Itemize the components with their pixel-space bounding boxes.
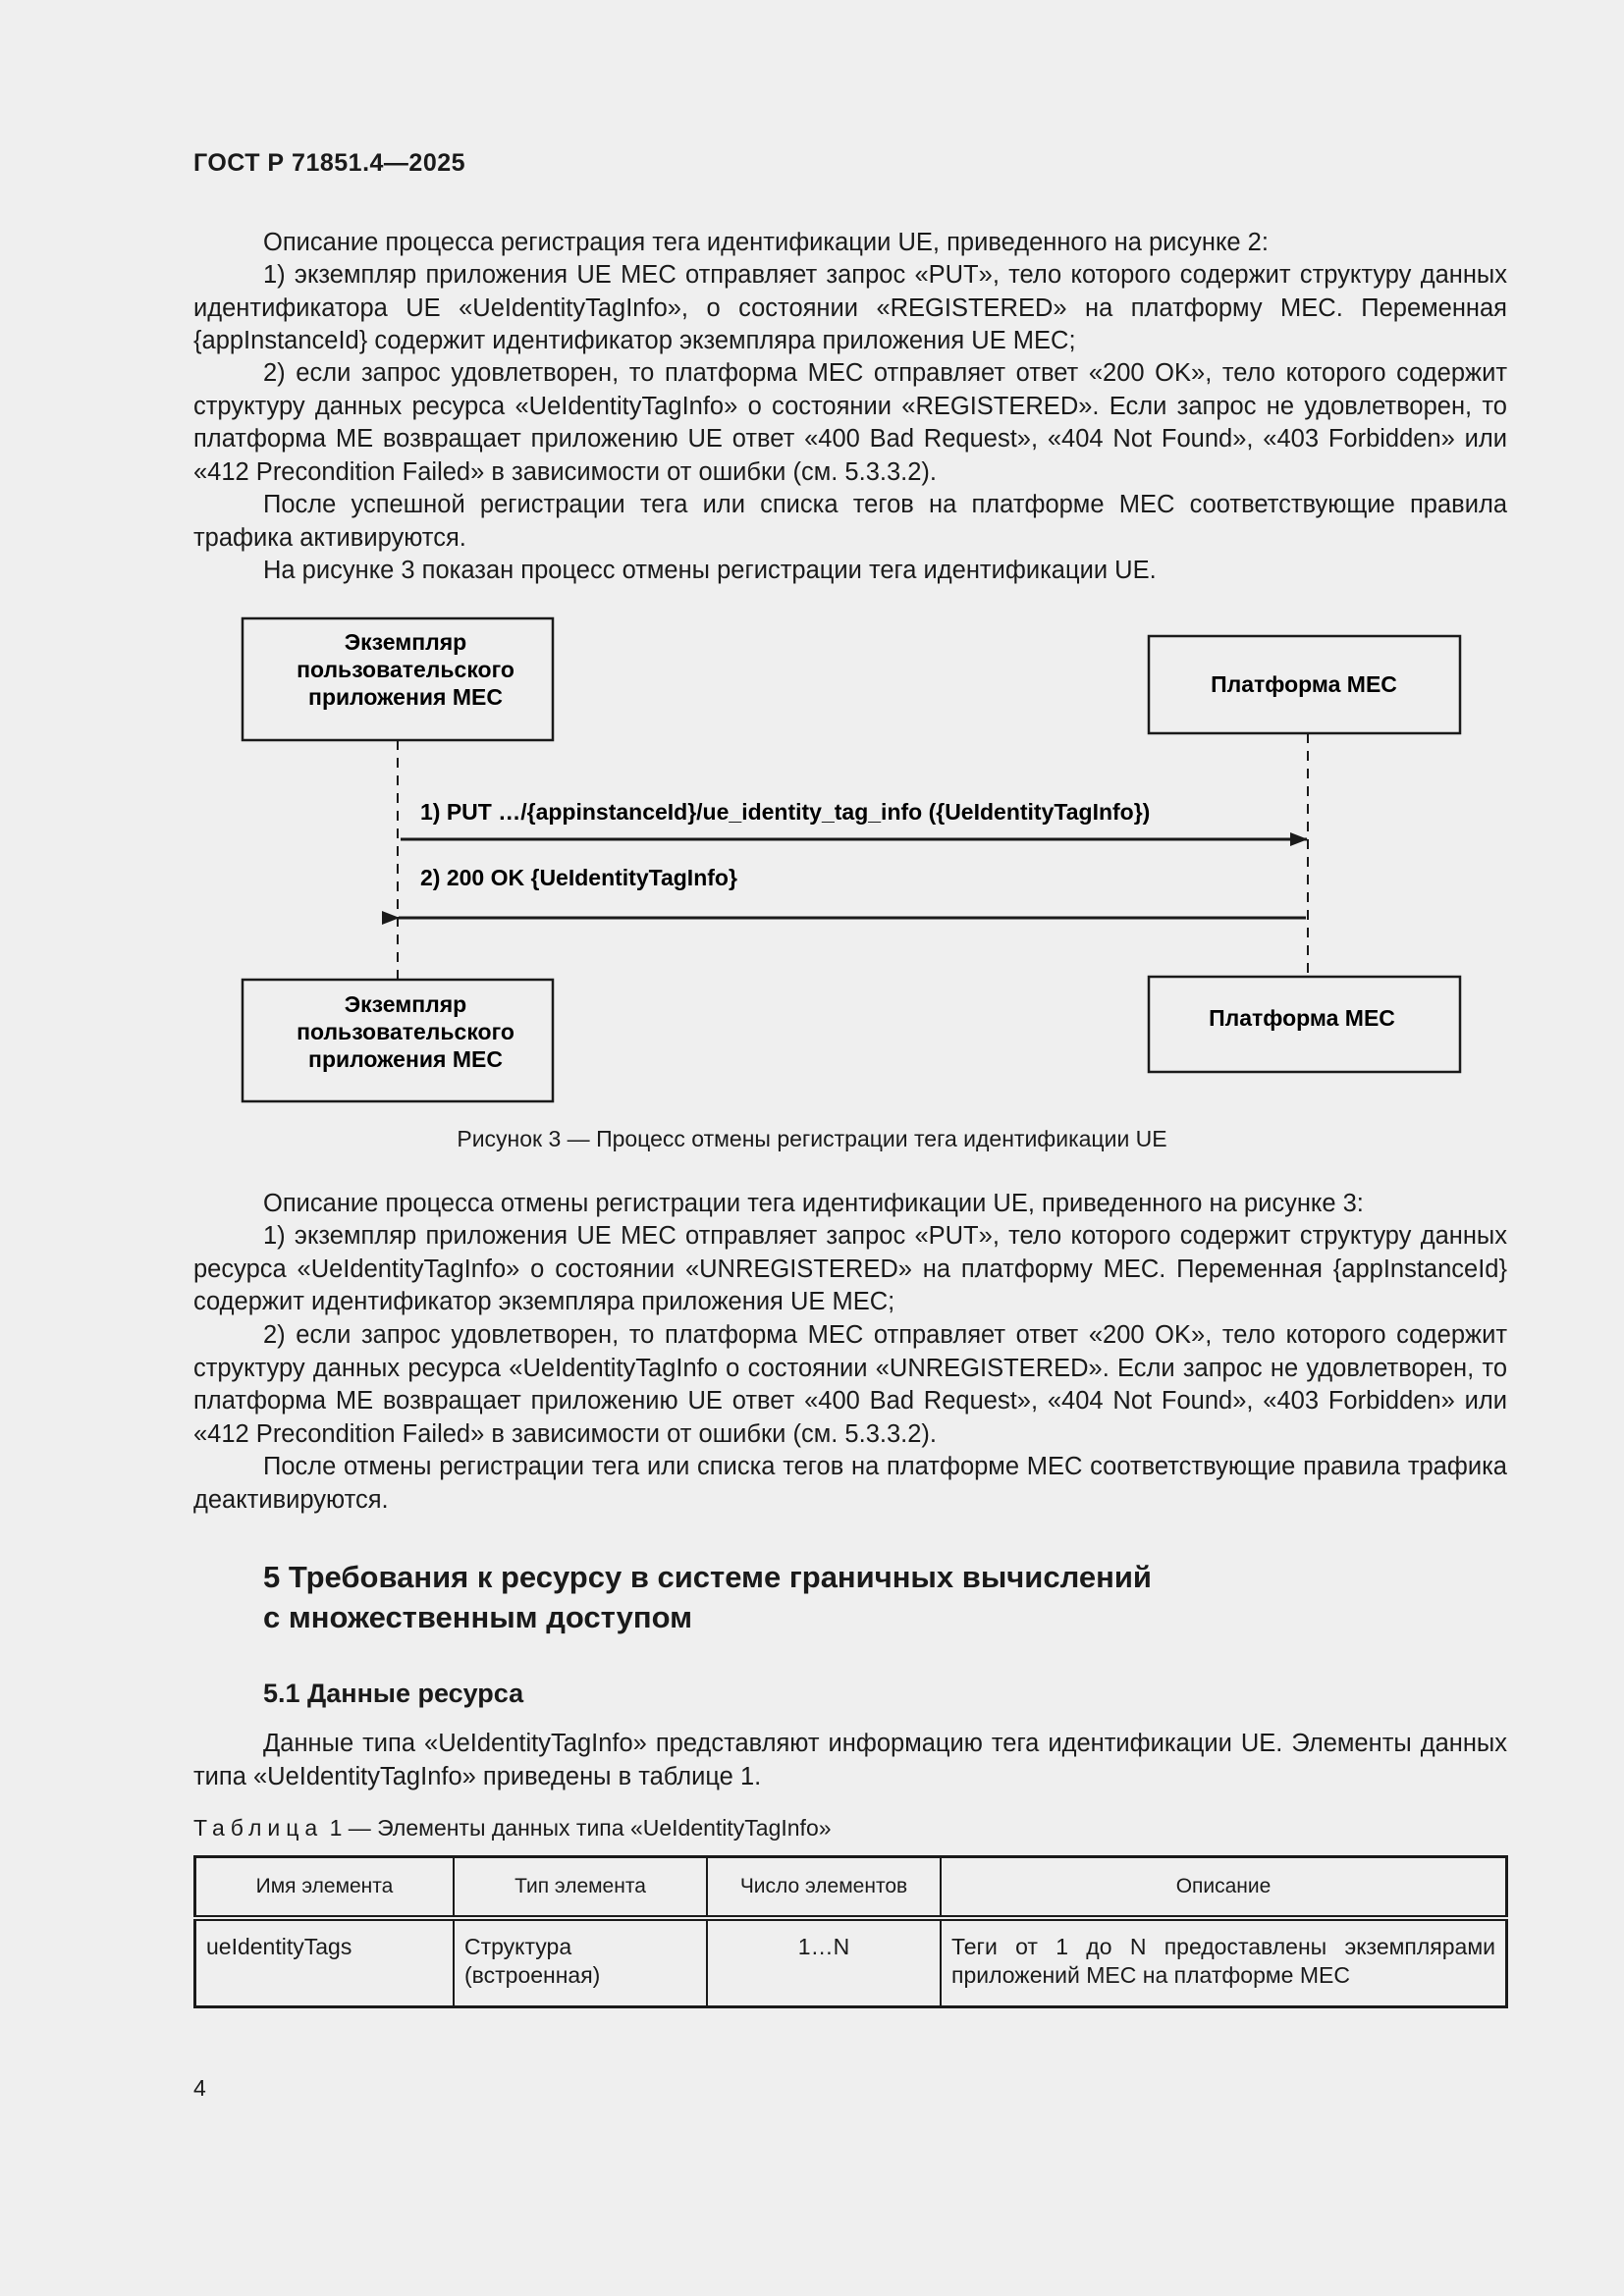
table-cell: ueIdentityTags bbox=[195, 1918, 455, 2007]
section-heading bbox=[263, 1557, 1343, 1637]
table-caption-label: Таблица bbox=[193, 1815, 324, 1841]
paragraph: Данные типа «UeIdentityTagInfo» представляют информацию тега идентификации UE. Элементы данных типа «UeIdentityTagInfo» приведены в таблице 1. bbox=[193, 1730, 1507, 1790]
table-header-row bbox=[195, 1857, 1507, 1919]
paragraph: Описание процесса отмены регистрации тега идентификации UE, приведенного на рисунке 3: bbox=[263, 1190, 1364, 1217]
column-header: Описание bbox=[941, 1857, 1507, 1919]
table-cell: Структура (встроенная) bbox=[454, 1918, 707, 2007]
paragraph: 2) если запрос удовлетворен, то платформа MEC отправляет ответ «200 OK», тело которого содержит структуру данных ресурса «UeIdentityTagInfo о состоянии «UNREGISTERED». Если запрос не удовлетворен, то платформа ME возвращает приложению UE ответ «400 Bad Request», «404 Not Found», «403 Forbidden» или «412 Precondition Failed» в зависимости от ошибки (см. 5.3.3.2). bbox=[193, 1321, 1507, 1448]
app-box-line: пользовательского bbox=[297, 1019, 514, 1044]
app-instance-box-top bbox=[243, 618, 553, 740]
subsection-heading: 5.1 Данные ресурса bbox=[263, 1679, 524, 1708]
paragraph: После отмены регистрации тега или списка тегов на платформе MEC соответствующие правила трафика деактивируются. bbox=[193, 1453, 1507, 1514]
paragraph: После успешной регистрации тега или списка тегов на платформе MEC соответствующие правила трафика активируются. bbox=[193, 491, 1507, 552]
app-box-line: приложения MEC bbox=[308, 1046, 503, 1072]
table-caption bbox=[193, 1815, 832, 1842]
column-header: Число элементов bbox=[707, 1857, 941, 1919]
app-box-line: пользовательского bbox=[297, 657, 514, 682]
paragraph: На рисунке 3 показан процесс отмены регистрации тега идентификации UE. bbox=[263, 557, 1157, 584]
app-box-line: Экземпляр bbox=[344, 991, 467, 1017]
column-header: Тип элемента bbox=[454, 1857, 707, 1919]
app-instance-box-bottom bbox=[243, 980, 553, 1101]
platform-box-label: Платформа MEC bbox=[1211, 671, 1397, 697]
column-header: Имя элемента bbox=[195, 1857, 455, 1919]
document-code: ГОСТ Р 71851.4—2025 bbox=[193, 149, 466, 177]
page-number: 4 bbox=[193, 2075, 206, 2101]
message-response-label: 2) 200 OK {UeIdentityTagInfo} bbox=[420, 865, 737, 890]
message-put-label: 1) PUT …/{appinstanceId}/ue_identity_tag_info ({UeIdentityTagInfo}) bbox=[420, 799, 1151, 825]
table-caption-text: 1 — Элементы данных типа «UeIdentityTagInfo» bbox=[323, 1815, 832, 1841]
app-box-line: приложения MEC bbox=[308, 684, 503, 710]
data-elements-table bbox=[193, 1855, 1508, 2008]
platform-box-top bbox=[1149, 636, 1460, 733]
table-cell: 1…N bbox=[707, 1918, 941, 2007]
paragraph: 1) экземпляр приложения UE MEC отправляет запрос «PUT», тело которого содержит структуру данных ресурса «UeIdentityTagInfo» о состоянии «UNREGISTERED» на платформу MEC. Переменная {appInstanceId} содержит идентификатор экземпляра приложения UE MEC; bbox=[193, 1222, 1507, 1315]
paragraph: Описание процесса регистрация тега идентификации UE, приведенного на рисунке 2: bbox=[263, 229, 1269, 256]
figure-caption: Рисунок 3 — Процесс отмены регистрации тега идентификации UE bbox=[457, 1126, 1167, 1151]
section-heading-line: с множественным доступом bbox=[263, 1600, 693, 1634]
section-heading-line: 5 Требования к ресурсу в системе граничных вычислений bbox=[263, 1560, 1152, 1594]
app-box-line: Экземпляр bbox=[344, 629, 467, 655]
paragraph: 2) если запрос удовлетворен, то платформа MEC отправляет ответ «200 OK», тело которого содержит структуру данных ресурса «UeIdentityTagInfo» о состоянии «REGISTERED». Если запрос не удовлетворен, то платформа ME возвращает приложению UE ответ «400 Bad Request», «404 Not Found», «403 Forbidden» или «412 Precondition Failed» в зависимости от ошибки (см. 5.3.3.2). bbox=[193, 359, 1507, 486]
paragraph: 1) экземпляр приложения UE MEC отправляет запрос «PUT», тело которого содержит структуру данных идентификатора UE «UeIdentityTagInfo», о состоянии «REGISTERED» на платформу MEC. Переменная {appInstanceId} содержит идентификатор экземпляра приложения UE MEC; bbox=[193, 261, 1507, 354]
platform-box-bottom bbox=[1149, 977, 1460, 1072]
table-cell: Теги от 1 до N предоставлены экземплярами приложений MEC на платформе MEC bbox=[941, 1918, 1507, 2007]
platform-box-label: Платформа MEC bbox=[1209, 1005, 1395, 1031]
table-row bbox=[195, 1918, 1507, 2007]
